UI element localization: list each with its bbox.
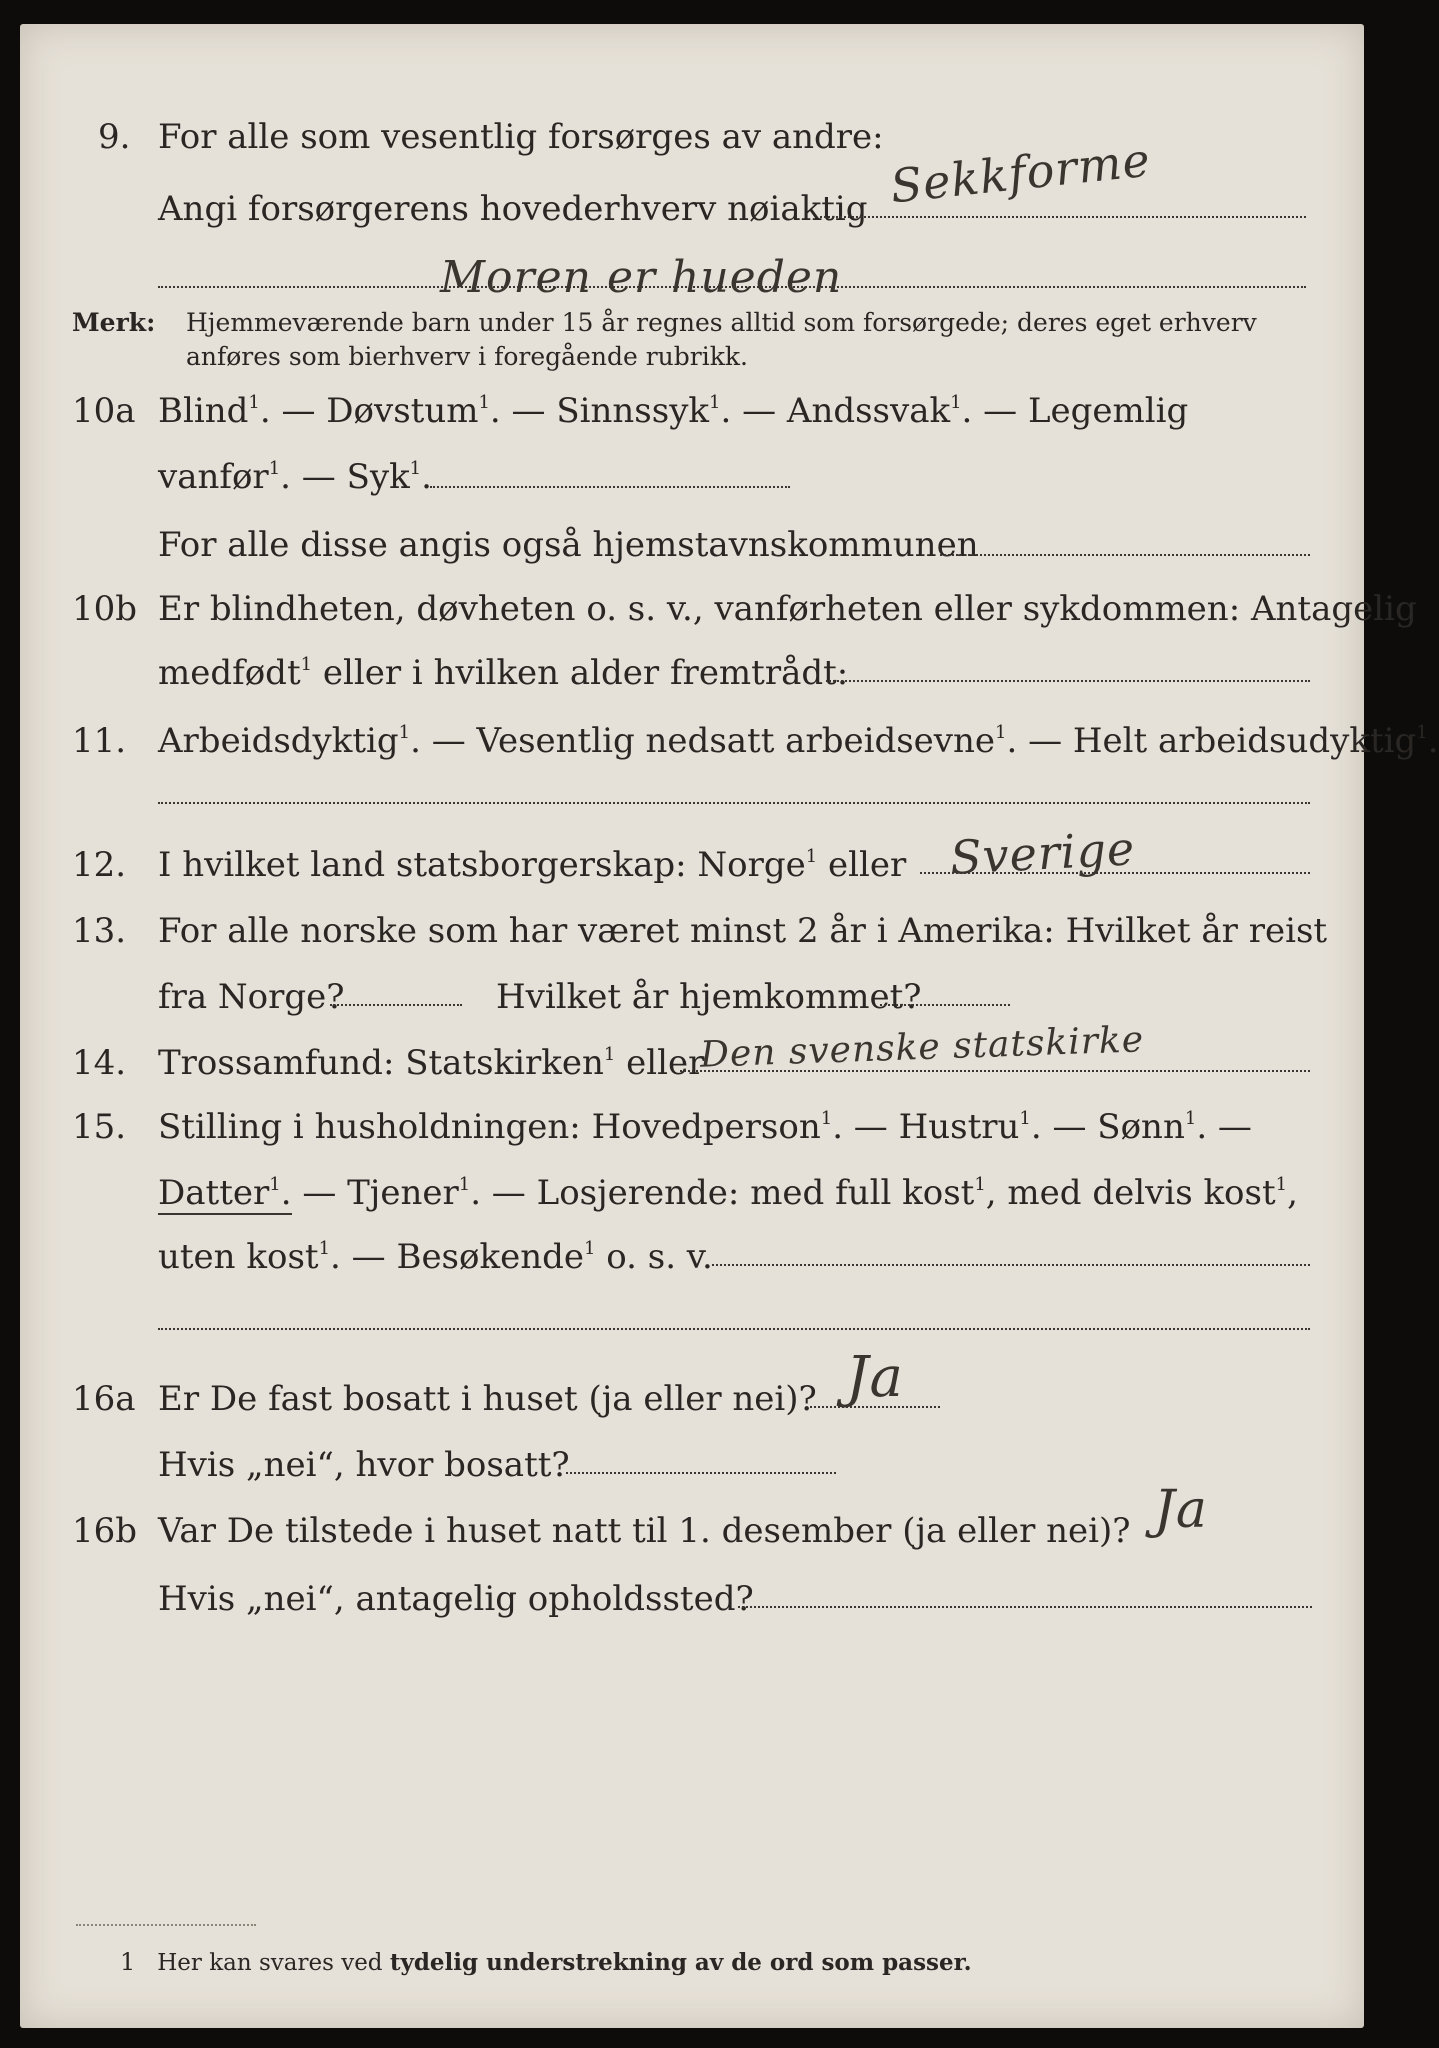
q14-answer-line xyxy=(680,1070,1310,1072)
q15-line2 xyxy=(158,1173,1298,1213)
footnote-marker: 1 xyxy=(120,1948,136,1976)
q13-line2a: fra Norge? xyxy=(158,977,345,1017)
q16b-line1: Var De tilstede i huset natt til 1. desember (ja eller nei)? xyxy=(158,1511,1131,1551)
q13-line2b: Hvilket år hjemkommet? xyxy=(496,977,922,1017)
census-form-page xyxy=(20,24,1439,2028)
q15-line1: Stilling i husholdningen: Hovedperson$^1$. — Hustru$^1$. — Sønn$^1$. — xyxy=(158,1107,1252,1147)
q15-line3: uten kost$^1$. — Besøkende$^1$ o. s. v. xyxy=(158,1237,713,1277)
merk-label: Merk: xyxy=(72,308,156,337)
q10a-line1: Blind$^1$. — Døvstum$^1$. — Sinnssyk$^1$. — Andssvak$^1$. — Legemlig xyxy=(158,391,1189,431)
q15-number: 15. xyxy=(72,1107,127,1147)
q13-reist-answer-line xyxy=(330,1004,462,1006)
q13-hjemkommet-answer-line xyxy=(880,1004,1010,1006)
q10b-number: 10b xyxy=(72,589,138,629)
q13-number: 13. xyxy=(72,911,127,951)
q16a-handwritten-answer: Ja xyxy=(846,1345,904,1410)
q14-line1: Trossamfund: Statskirken$^1$ eller xyxy=(158,1043,705,1083)
q15-datter-underlined-option: Datter$^1$. xyxy=(158,1173,292,1213)
q16b-handwritten-answer: Ja xyxy=(1154,1480,1208,1540)
footnote-rule xyxy=(76,1924,256,1926)
q11-number: 11. xyxy=(72,721,127,761)
q9-line2: Angi forsørgerens hovederhverv nøiaktig xyxy=(158,189,868,229)
q16b-number: 16b xyxy=(72,1511,138,1551)
q9-answer-line2 xyxy=(158,286,1306,288)
q16a-answer-line1 xyxy=(810,1406,940,1408)
q15-answer-line1 xyxy=(712,1264,1310,1266)
q9-number: 9. xyxy=(98,117,131,157)
footnote xyxy=(120,1950,972,1975)
q16b-answer-line xyxy=(738,1606,1312,1608)
merk-line1: Hjemmeværende barn under 15 år regnes alltid som forsørgede; deres eget erhverv xyxy=(186,308,1257,337)
q10b-line2: medfødt$^1$ eller i hvilken alder fremtrådt: xyxy=(158,653,849,693)
q9-answer-line1 xyxy=(820,216,1306,218)
q12-number: 12. xyxy=(72,845,127,885)
footnote-text-a: Her kan svares ved xyxy=(157,1950,383,1976)
q14-handwritten-denomination: Den svenske statskirke xyxy=(699,1019,1145,1076)
q12-line1: I hvilket land statsborgerskap: Norge$^1$ eller xyxy=(158,845,907,885)
q11-answer-line xyxy=(158,802,1310,804)
q16a-line2: Hvis „nei“, hvor bosatt? xyxy=(158,1445,570,1485)
q10b-line1: Er blindheten, døvheten o. s. v., vanførheten eller sykdommen: Antagelig xyxy=(158,589,1417,629)
footnote-text-b: tydelig understrekning av de ord som passer. xyxy=(389,1949,972,1976)
q15-answer-line2 xyxy=(158,1328,1310,1330)
q13-line1: For alle norske som har været minst 2 år i Amerika: Hvilket år reist xyxy=(158,911,1328,951)
q12-answer-line xyxy=(920,872,1310,874)
q10a-line3: For alle disse angis også hjemstavnskommunen xyxy=(158,525,979,565)
q15-line2-rest: — Tjener$^1$. — Losjerende: med full kost$^1$, med delvis kost$^1$, xyxy=(302,1173,1298,1213)
q10a-line2: vanfør$^1$. — Syk$^1$. xyxy=(158,457,432,497)
q9-line1: For alle som vesentlig forsørges av andre: xyxy=(158,117,884,157)
q16a-line1: Er De fast bosatt i huset (ja eller nei)? xyxy=(158,1379,817,1419)
q10a-number: 10a xyxy=(72,391,136,431)
q16a-answer-line2 xyxy=(566,1472,836,1474)
q10a-answer-line1 xyxy=(430,486,790,488)
q9-handwritten-line2: Moren er hueden xyxy=(440,252,843,303)
q16b-line2: Hvis „nei“, antagelig opholdssted? xyxy=(158,1579,754,1619)
q11-line1: Arbeidsdyktig$^1$. — Vesentlig nedsatt arbeidsevne$^1$. — Helt arbeidsudyktig$^1$. xyxy=(158,721,1439,761)
merk-line2: anføres som bierhverv i foregående rubrikk. xyxy=(186,342,748,371)
q10a-answer-line2 xyxy=(940,554,1310,556)
q14-number: 14. xyxy=(72,1043,127,1083)
q9-handwritten-occupation: Sekkforme xyxy=(887,132,1154,214)
q12-handwritten-country: Sverige xyxy=(948,821,1137,885)
q10b-answer-line xyxy=(826,680,1310,682)
q16a-number: 16a xyxy=(72,1379,136,1419)
